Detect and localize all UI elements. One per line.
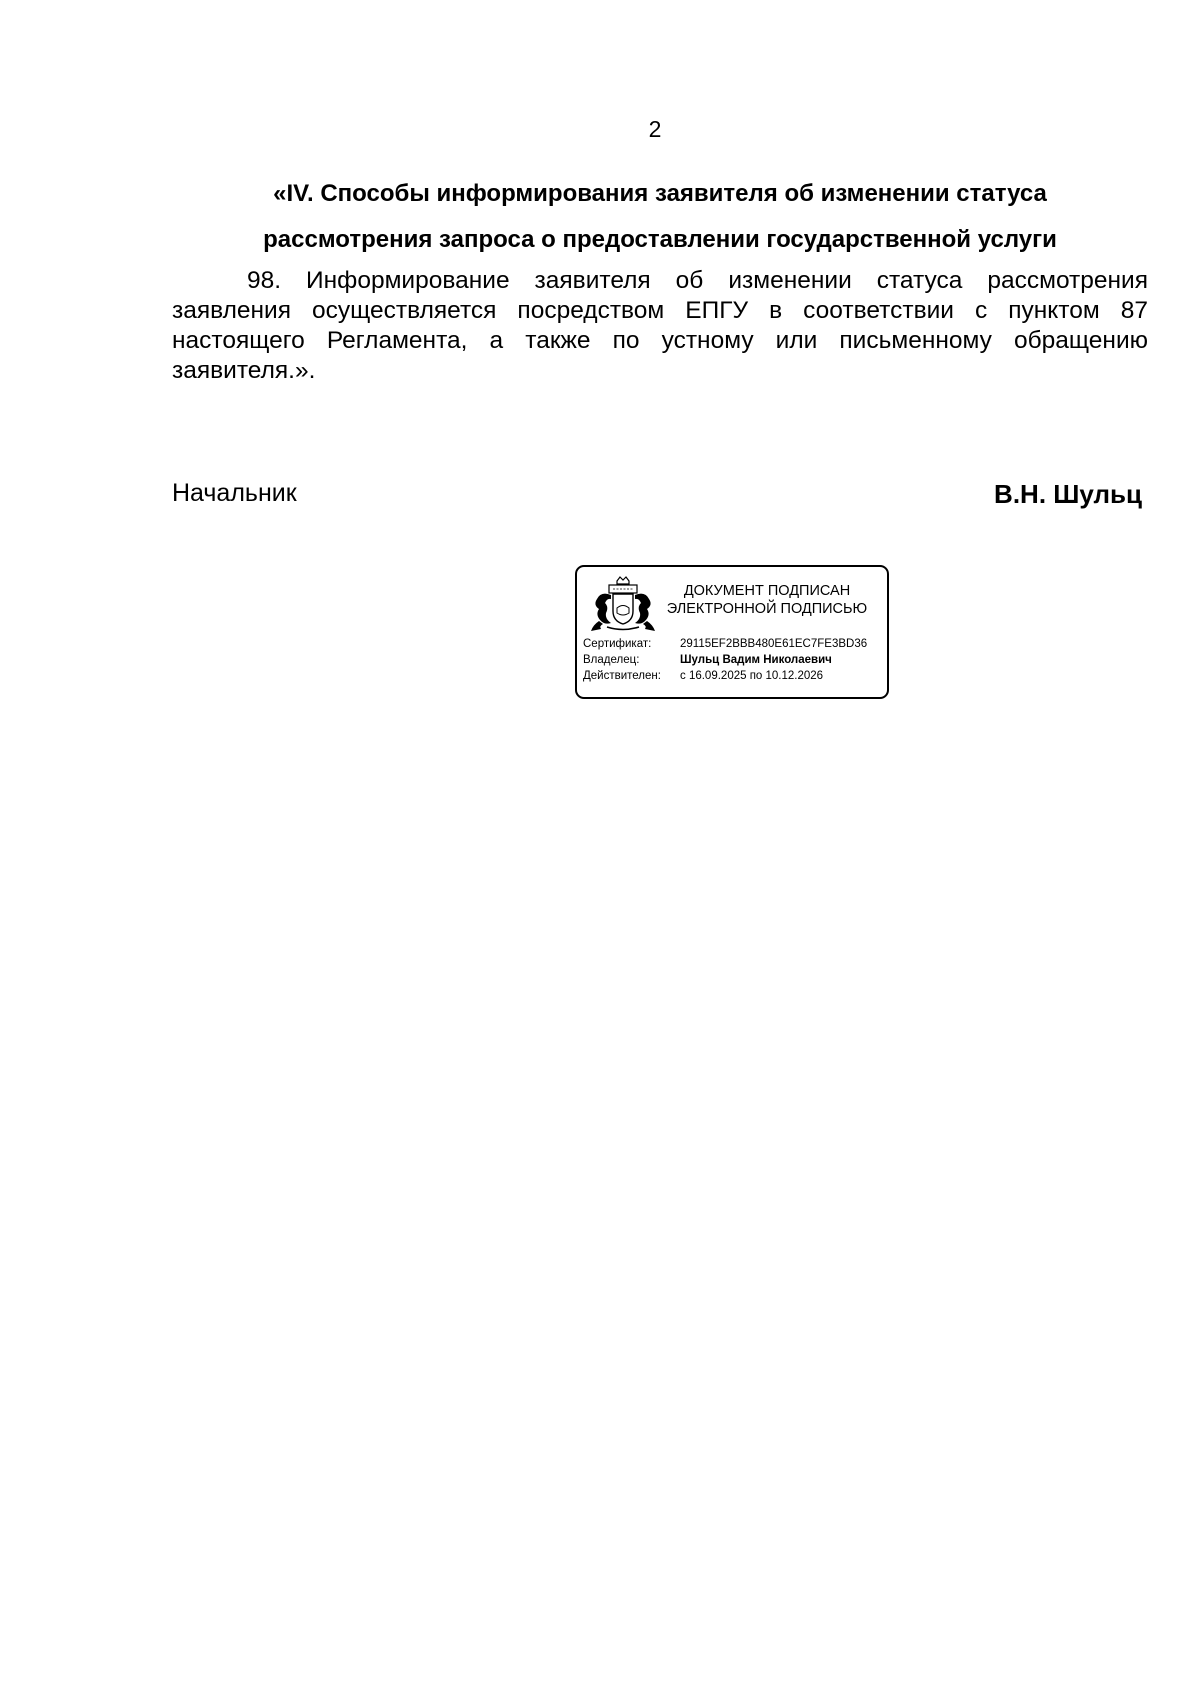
stamp-details: [583, 636, 867, 684]
paragraph-line-2: заявления осуществляется посредством ЕПГУ в соответствии с пунктом 87: [172, 297, 1148, 324]
section-heading-line-2: рассмотрения запроса о предоставлении государственной услуги: [263, 226, 1057, 253]
stamp-row-owner: [583, 652, 867, 668]
electronic-signature-stamp: [575, 565, 889, 699]
certificate-label: Сертификат:: [583, 638, 652, 650]
paragraph-line-3: настоящего Регламента, а также по устному или письменному обращению: [172, 327, 1148, 354]
paragraph-line-4: заявителя.».: [172, 357, 316, 384]
section-heading-line-1: «IV. Способы информирования заявителя об изменении статуса: [273, 180, 1047, 207]
paragraph-98: [172, 266, 1148, 386]
stamp-row-certificate: [583, 636, 867, 652]
stamp-title: [662, 582, 872, 618]
stamp-title-line-2: ЭЛЕКТРОННОЙ ПОДПИСЬЮ: [666, 601, 868, 617]
paragraph-line-1: 98. Информирование заявителя об изменении статуса рассмотрения: [247, 267, 1148, 294]
validity-label: Действителен:: [583, 670, 661, 682]
owner-value: Шульц Вадим Николаевич: [680, 654, 832, 666]
owner-label: Владелец:: [583, 654, 640, 666]
certificate-value: 29115EF2BBB480E61EC7FE3BD36: [680, 638, 868, 650]
stamp-title-line-1: ДОКУМЕНТ ПОДПИСАН: [683, 583, 851, 599]
page-number: 2: [648, 116, 662, 142]
section-heading: [172, 171, 1148, 263]
stamp-row-validity: [583, 668, 867, 684]
signatory-name: В.Н. Шульц: [994, 479, 1142, 509]
validity-value: с 16.09.2025 по 10.12.2026: [680, 670, 824, 682]
coat-of-arms-icon: [587, 575, 659, 633]
signatory-position: Начальник: [172, 479, 297, 507]
